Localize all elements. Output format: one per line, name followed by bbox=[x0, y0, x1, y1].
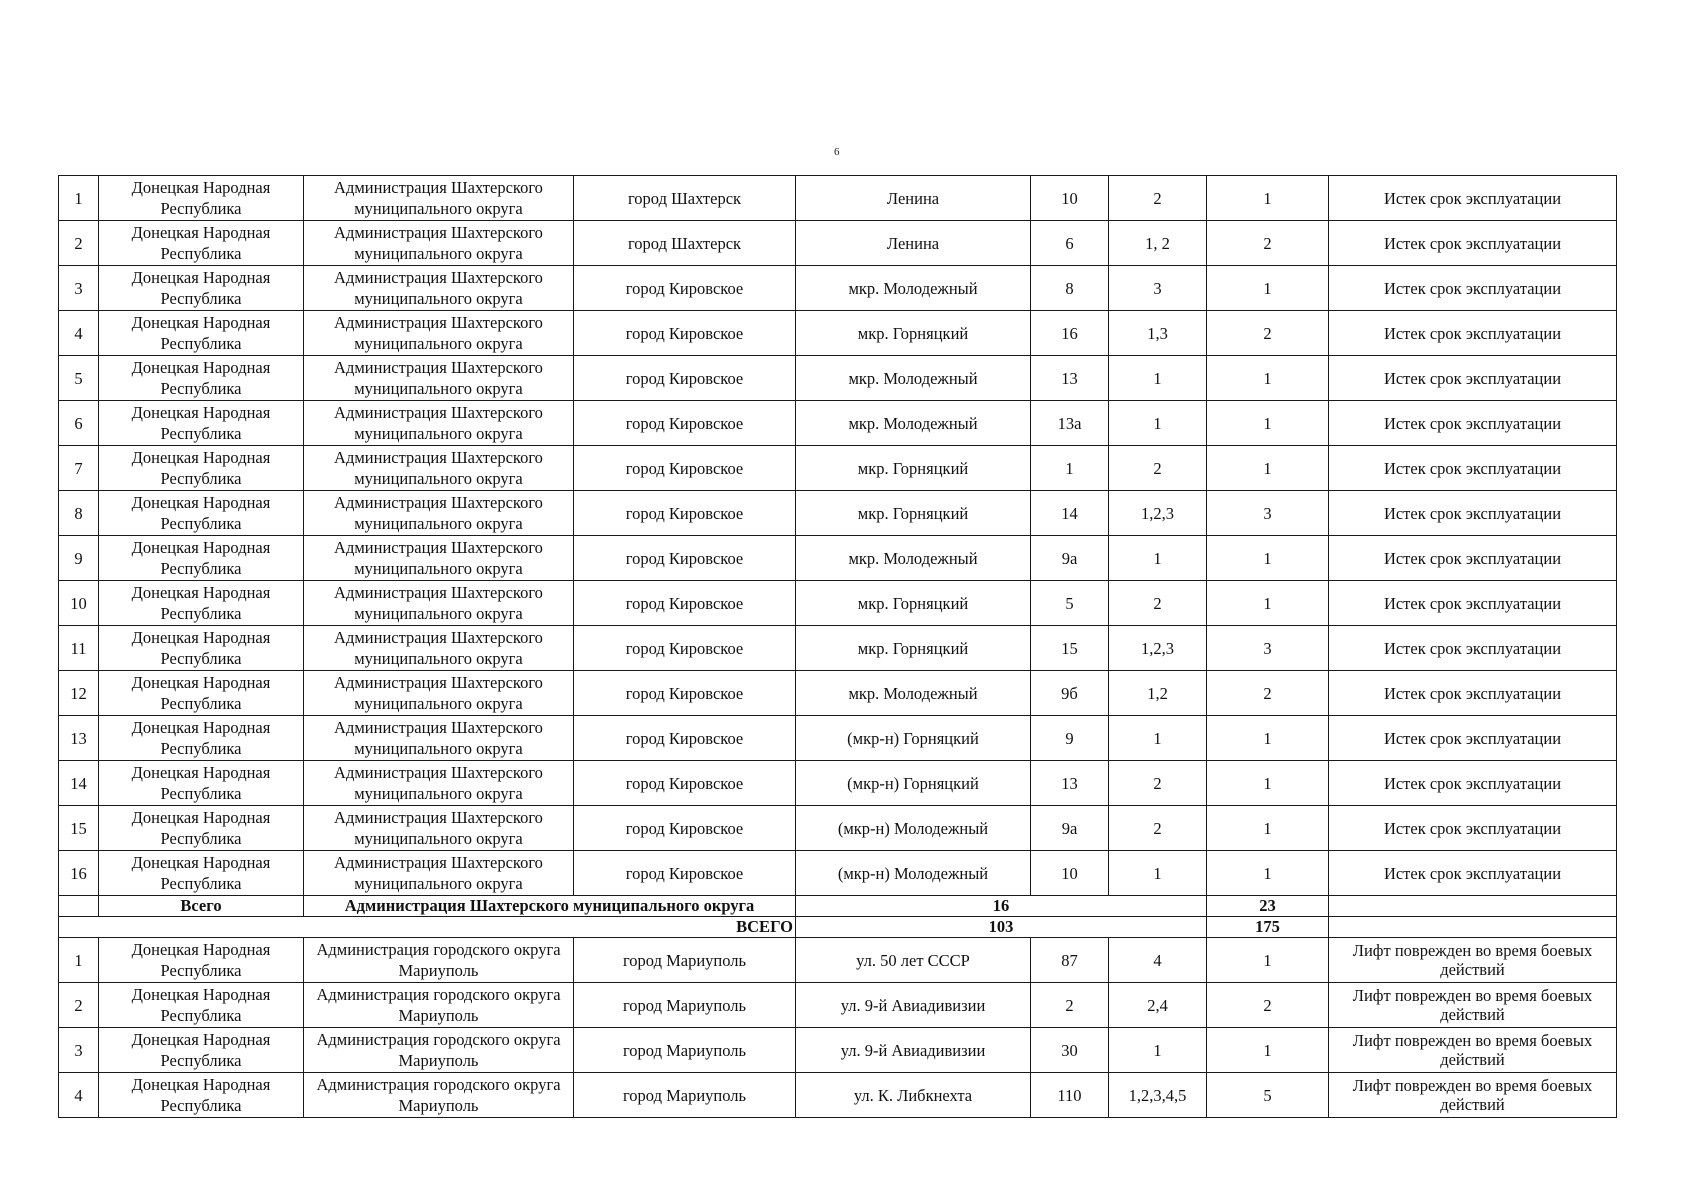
table-row bbox=[59, 446, 1617, 491]
reason-cell: Истек срок эксплуатации bbox=[1329, 761, 1617, 806]
reason-cell: Лифт поврежден во время боевых действий bbox=[1329, 1028, 1617, 1073]
city-cell: город Кировское bbox=[574, 671, 796, 716]
table-row bbox=[59, 671, 1617, 716]
lift-count-cell: 2 bbox=[1207, 671, 1329, 716]
lift-count-cell: 1 bbox=[1207, 806, 1329, 851]
lift-numbers-cell: 1,2,3,4,5 bbox=[1109, 1073, 1207, 1118]
region-cell: Донецкая Народная Республика bbox=[99, 491, 304, 536]
street-cell: мкр. Горняцкий bbox=[796, 311, 1031, 356]
lift-count-cell: 3 bbox=[1207, 626, 1329, 671]
row-number: 15 bbox=[59, 806, 99, 851]
lift-count-cell: 1 bbox=[1207, 536, 1329, 581]
lift-numbers-cell: 1 bbox=[1109, 356, 1207, 401]
region-cell: Донецкая Народная Республика bbox=[99, 851, 304, 896]
house-number-cell: 13 bbox=[1031, 356, 1109, 401]
street-cell: (мкр-н) Молодежный bbox=[796, 851, 1031, 896]
row-number: 2 bbox=[59, 221, 99, 266]
table-row bbox=[59, 311, 1617, 356]
lift-count-cell: 1 bbox=[1207, 581, 1329, 626]
subtotal-row bbox=[59, 896, 1617, 917]
city-cell: город Шахтерск bbox=[574, 176, 796, 221]
street-cell: мкр. Молодежный bbox=[796, 536, 1031, 581]
house-number-cell: 9 bbox=[1031, 716, 1109, 761]
region-cell: Донецкая Народная Республика bbox=[99, 356, 304, 401]
table-row bbox=[59, 401, 1617, 446]
lift-numbers-cell: 1,3 bbox=[1109, 311, 1207, 356]
row-number: 8 bbox=[59, 491, 99, 536]
street-cell: (мкр-н) Молодежный bbox=[796, 806, 1031, 851]
city-cell: город Кировское bbox=[574, 266, 796, 311]
row-number: 13 bbox=[59, 716, 99, 761]
administration-cell: Администрация Шахтерского муниципального округа bbox=[304, 626, 574, 671]
lift-numbers-cell: 1, 2 bbox=[1109, 221, 1207, 266]
reason-cell: Истек срок эксплуатации bbox=[1329, 221, 1617, 266]
reason-cell: Истек срок эксплуатации bbox=[1329, 491, 1617, 536]
city-cell: город Шахтерск bbox=[574, 221, 796, 266]
row-number: 16 bbox=[59, 851, 99, 896]
row-number: 4 bbox=[59, 311, 99, 356]
row-number: 11 bbox=[59, 626, 99, 671]
lift-count-cell: 1 bbox=[1207, 851, 1329, 896]
lift-numbers-cell: 1 bbox=[1109, 851, 1207, 896]
street-cell: Ленина bbox=[796, 176, 1031, 221]
house-number-cell: 10 bbox=[1031, 851, 1109, 896]
house-number-cell: 10 bbox=[1031, 176, 1109, 221]
city-cell: город Кировское bbox=[574, 851, 796, 896]
city-cell: город Кировское bbox=[574, 536, 796, 581]
table-row bbox=[59, 983, 1617, 1028]
region-cell: Донецкая Народная Республика bbox=[99, 221, 304, 266]
lift-numbers-cell: 1 bbox=[1109, 1028, 1207, 1073]
administration-cell: Администрация Шахтерского муниципального округа bbox=[304, 446, 574, 491]
lift-numbers-cell: 1 bbox=[1109, 401, 1207, 446]
row-number: 1 bbox=[59, 938, 99, 983]
house-number-cell: 87 bbox=[1031, 938, 1109, 983]
house-number-cell: 9а bbox=[1031, 806, 1109, 851]
subtotal-empty-cell bbox=[59, 896, 99, 917]
row-number: 12 bbox=[59, 671, 99, 716]
region-cell: Донецкая Народная Республика bbox=[99, 761, 304, 806]
row-number: 3 bbox=[59, 1028, 99, 1073]
reason-cell: Истек срок эксплуатации bbox=[1329, 266, 1617, 311]
house-number-cell: 13 bbox=[1031, 761, 1109, 806]
lift-count-cell: 2 bbox=[1207, 983, 1329, 1028]
lift-numbers-cell: 1 bbox=[1109, 536, 1207, 581]
city-cell: город Мариуполь bbox=[574, 1028, 796, 1073]
reason-cell: Истек срок эксплуатации bbox=[1329, 311, 1617, 356]
lift-replacement-table bbox=[58, 175, 1617, 1118]
street-cell: мкр. Молодежный bbox=[796, 266, 1031, 311]
lift-numbers-cell: 2 bbox=[1109, 176, 1207, 221]
street-cell: ул. 9-й Авиадивизии bbox=[796, 1028, 1031, 1073]
house-number-cell: 14 bbox=[1031, 491, 1109, 536]
house-number-cell: 110 bbox=[1031, 1073, 1109, 1118]
administration-cell: Администрация Шахтерского муниципального округа bbox=[304, 176, 574, 221]
row-number: 5 bbox=[59, 356, 99, 401]
city-cell: город Кировское bbox=[574, 401, 796, 446]
street-cell: Ленина bbox=[796, 221, 1031, 266]
street-cell: ул. К. Либкнехта bbox=[796, 1073, 1031, 1118]
table-row bbox=[59, 491, 1617, 536]
region-cell: Донецкая Народная Республика bbox=[99, 446, 304, 491]
street-cell: мкр. Молодежный bbox=[796, 401, 1031, 446]
house-number-cell: 2 bbox=[1031, 983, 1109, 1028]
lift-numbers-cell: 1 bbox=[1109, 716, 1207, 761]
lift-count-cell: 1 bbox=[1207, 356, 1329, 401]
administration-cell: Администрация Шахтерского муниципального округа bbox=[304, 716, 574, 761]
house-number-cell: 15 bbox=[1031, 626, 1109, 671]
table-row bbox=[59, 221, 1617, 266]
house-number-cell: 6 bbox=[1031, 221, 1109, 266]
reason-cell: Истек срок эксплуатации bbox=[1329, 806, 1617, 851]
region-cell: Донецкая Народная Республика bbox=[99, 581, 304, 626]
administration-cell: Администрация Шахтерского муниципального округа bbox=[304, 266, 574, 311]
house-number-cell: 1 bbox=[1031, 446, 1109, 491]
street-cell: (мкр-н) Горняцкий bbox=[796, 761, 1031, 806]
reason-cell: Истек срок эксплуатации bbox=[1329, 536, 1617, 581]
row-number: 9 bbox=[59, 536, 99, 581]
region-cell: Донецкая Народная Республика bbox=[99, 671, 304, 716]
row-number: 10 bbox=[59, 581, 99, 626]
house-number-cell: 5 bbox=[1031, 581, 1109, 626]
lift-numbers-cell: 1,2,3 bbox=[1109, 626, 1207, 671]
row-number: 6 bbox=[59, 401, 99, 446]
city-cell: город Кировское bbox=[574, 716, 796, 761]
region-cell: Донецкая Народная Республика bbox=[99, 1028, 304, 1073]
reason-cell: Истек срок эксплуатации bbox=[1329, 581, 1617, 626]
lift-count-cell: 1 bbox=[1207, 446, 1329, 491]
house-number-cell: 30 bbox=[1031, 1028, 1109, 1073]
table-row bbox=[59, 626, 1617, 671]
administration-cell: Администрация Шахтерского муниципального округа bbox=[304, 491, 574, 536]
city-cell: город Кировское bbox=[574, 806, 796, 851]
administration-cell: Администрация Шахтерского муниципального округа bbox=[304, 581, 574, 626]
lift-count-cell: 5 bbox=[1207, 1073, 1329, 1118]
lift-count-cell: 2 bbox=[1207, 311, 1329, 356]
reason-cell: Истек срок эксплуатации bbox=[1329, 356, 1617, 401]
city-cell: город Кировское bbox=[574, 761, 796, 806]
lift-count-cell: 1 bbox=[1207, 266, 1329, 311]
region-cell: Донецкая Народная Республика bbox=[99, 806, 304, 851]
administration-cell: Администрация Шахтерского муниципального округа bbox=[304, 671, 574, 716]
table-row bbox=[59, 581, 1617, 626]
grand-total-houses: 103 bbox=[796, 917, 1207, 938]
house-number-cell: 9б bbox=[1031, 671, 1109, 716]
table-row bbox=[59, 176, 1617, 221]
subtotal-houses: 16 bbox=[796, 896, 1207, 917]
lift-numbers-cell: 4 bbox=[1109, 938, 1207, 983]
street-cell: (мкр-н) Горняцкий bbox=[796, 716, 1031, 761]
administration-cell: Администрация городского округа Мариуполь bbox=[304, 938, 574, 983]
region-cell: Донецкая Народная Республика bbox=[99, 1073, 304, 1118]
administration-cell: Администрация Шахтерского муниципального округа bbox=[304, 311, 574, 356]
grand-total-label: ВСЕГО bbox=[59, 917, 796, 938]
table-row bbox=[59, 806, 1617, 851]
administration-cell: Администрация Шахтерского муниципального округа bbox=[304, 806, 574, 851]
region-cell: Донецкая Народная Республика bbox=[99, 983, 304, 1028]
table-row bbox=[59, 356, 1617, 401]
administration-cell: Администрация Шахтерского муниципального округа bbox=[304, 221, 574, 266]
row-number: 1 bbox=[59, 176, 99, 221]
region-cell: Донецкая Народная Республика bbox=[99, 716, 304, 761]
city-cell: город Мариуполь bbox=[574, 938, 796, 983]
reason-cell: Лифт поврежден во время боевых действий bbox=[1329, 1073, 1617, 1118]
street-cell: мкр. Горняцкий bbox=[796, 446, 1031, 491]
subtotal-admin: Администрация Шахтерского муниципального округа bbox=[304, 896, 796, 917]
table-row bbox=[59, 266, 1617, 311]
street-cell: мкр. Горняцкий bbox=[796, 581, 1031, 626]
reason-cell: Истек срок эксплуатации bbox=[1329, 626, 1617, 671]
reason-cell: Истек срок эксплуатации bbox=[1329, 671, 1617, 716]
lift-numbers-cell: 2 bbox=[1109, 761, 1207, 806]
city-cell: город Кировское bbox=[574, 581, 796, 626]
lift-numbers-cell: 1,2 bbox=[1109, 671, 1207, 716]
reason-cell: Истек срок эксплуатации bbox=[1329, 716, 1617, 761]
table-row bbox=[59, 761, 1617, 806]
administration-cell: Администрация городского округа Мариуполь bbox=[304, 1028, 574, 1073]
row-number: 7 bbox=[59, 446, 99, 491]
administration-cell: Администрация Шахтерского муниципального округа bbox=[304, 356, 574, 401]
table-row bbox=[59, 851, 1617, 896]
administration-cell: Администрация Шахтерского муниципального округа bbox=[304, 851, 574, 896]
house-number-cell: 13а bbox=[1031, 401, 1109, 446]
reason-cell: Лифт поврежден во время боевых действий bbox=[1329, 983, 1617, 1028]
row-number: 2 bbox=[59, 983, 99, 1028]
administration-cell: Администрация Шахтерского муниципального округа bbox=[304, 536, 574, 581]
city-cell: город Кировское bbox=[574, 491, 796, 536]
city-cell: город Кировское bbox=[574, 311, 796, 356]
administration-cell: Администрация городского округа Мариуполь bbox=[304, 983, 574, 1028]
city-cell: город Кировское bbox=[574, 626, 796, 671]
lift-count-cell: 2 bbox=[1207, 221, 1329, 266]
lift-numbers-cell: 2 bbox=[1109, 806, 1207, 851]
lift-numbers-cell: 1,2,3 bbox=[1109, 491, 1207, 536]
house-number-cell: 8 bbox=[1031, 266, 1109, 311]
lift-count-cell: 1 bbox=[1207, 716, 1329, 761]
subtotal-empty-cell bbox=[1329, 896, 1617, 917]
page-number: 6 bbox=[834, 146, 840, 158]
subtotal-count: 23 bbox=[1207, 896, 1329, 917]
administration-cell: Администрация Шахтерского муниципального округа bbox=[304, 761, 574, 806]
reason-cell: Истек срок эксплуатации bbox=[1329, 401, 1617, 446]
region-cell: Донецкая Народная Республика bbox=[99, 938, 304, 983]
lift-count-cell: 3 bbox=[1207, 491, 1329, 536]
region-cell: Донецкая Народная Республика bbox=[99, 536, 304, 581]
table-row bbox=[59, 716, 1617, 761]
row-number: 4 bbox=[59, 1073, 99, 1118]
lift-numbers-cell: 3 bbox=[1109, 266, 1207, 311]
reason-cell: Истек срок эксплуатации bbox=[1329, 176, 1617, 221]
grand-total-count: 175 bbox=[1207, 917, 1329, 938]
city-cell: город Мариуполь bbox=[574, 983, 796, 1028]
reason-cell: Истек срок эксплуатации bbox=[1329, 446, 1617, 491]
city-cell: город Мариуполь bbox=[574, 1073, 796, 1118]
table-row bbox=[59, 536, 1617, 581]
street-cell: мкр. Молодежный bbox=[796, 671, 1031, 716]
row-number: 14 bbox=[59, 761, 99, 806]
region-cell: Донецкая Народная Республика bbox=[99, 266, 304, 311]
lift-numbers-cell: 2 bbox=[1109, 446, 1207, 491]
region-cell: Донецкая Народная Республика bbox=[99, 311, 304, 356]
lift-count-cell: 1 bbox=[1207, 938, 1329, 983]
subtotal-label: Всего bbox=[99, 896, 304, 917]
lift-count-cell: 1 bbox=[1207, 761, 1329, 806]
reason-cell: Лифт поврежден во время боевых действий bbox=[1329, 938, 1617, 983]
street-cell: мкр. Горняцкий bbox=[796, 626, 1031, 671]
reason-cell: Истек срок эксплуатации bbox=[1329, 851, 1617, 896]
region-cell: Донецкая Народная Республика bbox=[99, 401, 304, 446]
lift-count-cell: 1 bbox=[1207, 176, 1329, 221]
table-row bbox=[59, 1028, 1617, 1073]
lift-count-cell: 1 bbox=[1207, 1028, 1329, 1073]
lift-numbers-cell: 2 bbox=[1109, 581, 1207, 626]
street-cell: мкр. Молодежный bbox=[796, 356, 1031, 401]
table-row bbox=[59, 1073, 1617, 1118]
street-cell: ул. 50 лет СССР bbox=[796, 938, 1031, 983]
lift-numbers-cell: 2,4 bbox=[1109, 983, 1207, 1028]
row-number: 3 bbox=[59, 266, 99, 311]
city-cell: город Кировское bbox=[574, 446, 796, 491]
grand-total-row bbox=[59, 917, 1617, 938]
street-cell: мкр. Горняцкий bbox=[796, 491, 1031, 536]
grand-total-empty-cell bbox=[1329, 917, 1617, 938]
region-cell: Донецкая Народная Республика bbox=[99, 626, 304, 671]
region-cell: Донецкая Народная Республика bbox=[99, 176, 304, 221]
administration-cell: Администрация Шахтерского муниципального округа bbox=[304, 401, 574, 446]
street-cell: ул. 9-й Авиадивизии bbox=[796, 983, 1031, 1028]
house-number-cell: 9а bbox=[1031, 536, 1109, 581]
lift-count-cell: 1 bbox=[1207, 401, 1329, 446]
administration-cell: Администрация городского округа Мариуполь bbox=[304, 1073, 574, 1118]
table-row bbox=[59, 938, 1617, 983]
city-cell: город Кировское bbox=[574, 356, 796, 401]
house-number-cell: 16 bbox=[1031, 311, 1109, 356]
